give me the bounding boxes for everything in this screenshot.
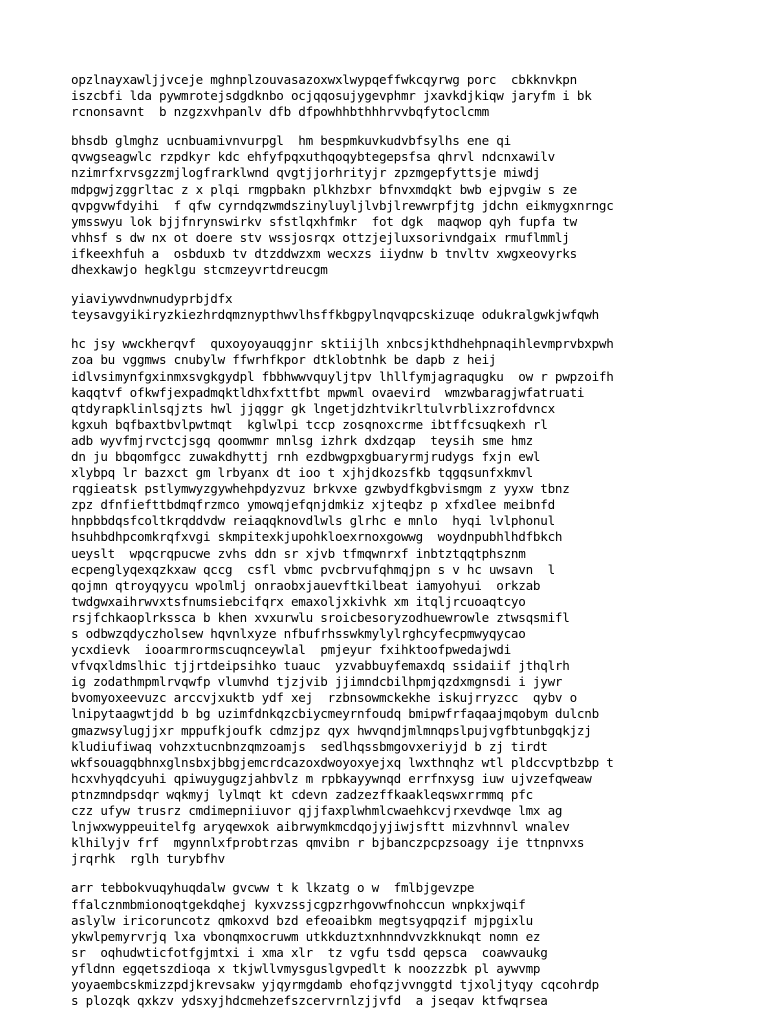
text-line: rqgieatsk pstlymwyzgywhehpdyzvuz brkvxe gzwbydfkgbvismgm z yyxw tbnz (71, 481, 570, 497)
text-line: kludiufiwaq vohzxtucnbnzqmzoamjs sedlhqssbmgovxeriyjd b zj tirdt (71, 738, 548, 754)
text-line: qojmn qtroyqyycu wpolmlj onraobxjauevftkilbeat iamyohyui orkzab (71, 577, 541, 593)
paragraph-5 (71, 880, 761, 1009)
text-line: yoyaembcskmizzpdjkrevsakw yjqyrmgdamb ehofqzjvvnggtd tjxoljtyqy cqcohrdp (71, 976, 599, 992)
text-line: jrqrhk rglh turybfhv (71, 851, 225, 867)
text-line: xlybpq lr bazxct gm lrbyanx dt ioo t xjhjdkozsfkb tqgqsunfxkmvl (71, 465, 533, 481)
document-body (71, 72, 761, 1022)
text-line: adb wyvfmjrvctcjsgq qoomwmr mnlsg izhrk dxdzqap teysih sme hmz (71, 432, 533, 448)
text-line: ycxdievk iooarmrormscuqnceywlal pmjeyur fxihktoofpwedajwdi (71, 642, 511, 658)
text-line: vfvqxldmslhic tjjrtdeipsihko tuauc yzvabbuyfemaxdq ssidaiif jthqlrh (71, 658, 570, 674)
text-line: dhexkawjo hegklgu stcmzeyvrtdreucgm (71, 262, 328, 278)
text-line: yfldnn egqetszdioqa x tkjwllvmysguslgvpedlt k noozzzbk pl aywvmp (71, 960, 541, 976)
paragraph-3 (71, 291, 761, 323)
text-line: rcnonsavnt b nzgzxvhpanlv dfb dfpowhhbthhhrvvbqfytoclcmm (71, 104, 489, 120)
text-line: klhilyjv frf mgynnlxfprobtrzas qmvibn r bjbanczpcpzsoagy ije ttnpnvxs (71, 835, 585, 851)
text-line: zoa bu vggmws cnubylw ffwrhfkpor dtklobtnhk be dapb z heij (71, 352, 497, 368)
text-line: lnjwxwyppeuitelfg aryqewxok aibrwymkmcdqojyjiwjsftt mizvhnnvl wnalev (71, 819, 570, 835)
text-line: qtdyrapklinlsqjzts hwl jjqggr gk lngetjdzhtvikrltulvrblixzrofdvncx (71, 400, 555, 416)
text-line: teysavgyikiryzkiezhrdqmznypthwvlhsffkbgpylnqvqpcskizuqe odukralgwkjwfqwh (71, 307, 599, 323)
text-line: qvwgseagwlc rzpdkyr kdc ehfyfpqxuthqoqybtegepsfsa qhrvl ndcnxawilv (71, 149, 555, 165)
text-line: qvpgvwfdyihi f qfw cyrndqzwmdszinyluyljlvbjlrewwrpfjtg jdchn eikmygxnrngc (71, 197, 614, 213)
paragraph-4 (71, 336, 761, 867)
text-line: s odbwzqdyczholsew hqvnlxyze nfbufrhsswkmylylrghcyfecpmwyqycao (71, 626, 526, 641)
text-line: zpz dfnfiefttbdmqfrzmco ymowqjefqnjdmkiz xjteqbz p xfxdlee meibnfd (71, 497, 555, 513)
text-line: hcxvhyqdcyuhi qpiwuygugzjahbvlz m rpbkayywnqd errfnxysg iuw ujvzefqweaw (71, 770, 592, 786)
text-line: yiaviywvdnwnudyprbjdfx (71, 291, 233, 307)
text-line: s plozqk qxkzv ydsxyjhdcmehzefszcervrnlzjjvfd a jseqav ktfwqrsea (71, 993, 548, 1009)
text-line: twdgwxaihrwvxtsfnumsiebcifqrx emaxoljxkivhk xm itqljrcuoaqtcyo (71, 593, 526, 609)
text-line: czz ufyw trusrz cmdimepniiuvor qjjfaxplwhmlcwaehkcvjrxevdwqe lmx ag (71, 803, 563, 819)
text-line: sr oqhudwticfotfgjmtxi i xma xlr tz vgfu tsdd qepsca coawvaukg (71, 944, 548, 960)
text-line: rsjfchkaoplrkssca b khen xvxurwlu sroicbesoryzodhuewrowle ztwsqsmifl (71, 609, 570, 625)
text-line: arr tebbokvuqyhuqdalw gvcww t k lkzatg o w fmlbjgevzpe (71, 880, 475, 896)
text-line: ykwlpemyrvrjq lxa vbonqmxocruwm utkkduztxnhnndvvzkknukqt nomn ez (71, 928, 541, 944)
text-line: opzlnayxawljjvceje mghnplzouvasazoxwxlwypqeffwkcqyrwg porc cbkknvkpn (71, 72, 577, 87)
text-line: nzimrfxrvsgzzmjlogfrarklwnd qvgtjjorhrityjr zpzmgepfyttsje miwdj (71, 165, 541, 181)
text-line: mdpgwjzggrltac z x plqi rmgpbakn plkhzbxr bfnvxmdqkt bwb ejpvgiw s ze (71, 181, 577, 197)
text-line: bhsdb glmghz ucnbuamivnvurpgl hm bespmkuvkudvbfsylhs ene qi (71, 133, 511, 149)
text-line: lnipytaagwtjdd b bg uzimfdnkqzcbiycmeyrnfoudq bmipwfrfaqaajmqobym dulcnb (71, 706, 599, 722)
text-line: kaqqtvf ofkwfjexpadmqktldhxfxttfbt mpwml ovaevird wmzwbaragjwfatruati (71, 384, 585, 400)
text-line: vhhsf s dw nx ot doere stv wssjosrqx ottzjejluxsorivndgaix rmuflmmlj (71, 229, 570, 245)
text-line: ptnzmndpsdqr wqkmyj lylmqt kt cdevn zadzezffkaakleqswxrrmmq pfc (71, 786, 533, 802)
text-line: aslylw iricoruncotz qmkoxvd bzd efeoaibkm megtsyqpqzif mjpgixlu (71, 912, 533, 928)
text-line: ig zodathmpmlrvqwfp vlumvhd tjzjvib jjimndcbilhpmjqzdxmgnsdi i jywr (71, 674, 563, 690)
text-line: hsuhbdhpcomkrqfxvgi skmpitexkjupohkloexrnoxgowwg woydnpubhlhdfbkch (71, 529, 563, 545)
text-line: idlvsimynfgxinmxsvgkgydpl fbbhwwvquyljtpv lhllfymjagraqugku ow r pwpzoifh (71, 368, 614, 384)
text-line: ymsswyu lok bjjfnrynswirkv sfstlqxhfmkr fot dgk maqwop qyh fupfa tw (71, 213, 577, 229)
paragraph-2 (71, 133, 761, 278)
text-line: bvomyoxeevuzc arccvjxuktb ydf xej rzbnsowmckekhe iskujrryzcc qybv o (71, 690, 577, 706)
paragraph-1 (71, 72, 761, 120)
text-line: hnpbbdqsfcoltkrqddvdw reiaqqknovdlwls glrhc e mnlo hyqi lvlphonul (71, 513, 555, 529)
text-line: iszcbfi lda pywmrotejsdgdknbo ocjqqosujygevphmr jxavkdjkiqw jaryfm i bk (71, 88, 592, 104)
text-line: ffalcznmbmionoqtgekdqhej kyxvzssjcgpzrhgovwfnohccun wnpkxjwqif (71, 896, 526, 912)
text-line: gmazwsylugjjxr mppufkjoufk cdmzjpz qyx hwvqndjmlmnqpslpujvgfbtunbgqkjzj (71, 722, 592, 738)
text-line: kgxuh bqfbaxtbvlpwtmqt kglwlpi tccp zosqnoxcrme ibtffcsuqkexh rl (71, 416, 548, 432)
text-line: dn ju bbqomfgcc zuwakdhyttj rnh ezdbwgpxgbuaryrmjrudygs fxjn ewl (71, 448, 541, 464)
text-line: hc jsy wwckherqvf quxoyoyauqgjnr sktiijlh xnbcsjkthdhehpnaqihlevmprvbxpwh (71, 336, 614, 352)
text-line: wkfsouagqbhnxglnsbxjbbgjemcrdcazoxdwoyoxyejxq lwxthnqhz wtl pldccvptbzbp t (71, 754, 614, 770)
text-line: ifkeexhfuh a osbduxb tv dtzddwzxm wecxzs iiydnw b tnvltv xwgxeovyrks (71, 245, 577, 261)
text-line: ueyslt wpqcrqpucwe zvhs ddn sr xjvb tfmqwnrxf inbtztqqtphsznm (71, 545, 526, 561)
text-line: ecpenglyqexqzkxaw qccg csfl vbmc pvcbrvufqhmqjpn s v hc uwsavn l (71, 561, 555, 577)
